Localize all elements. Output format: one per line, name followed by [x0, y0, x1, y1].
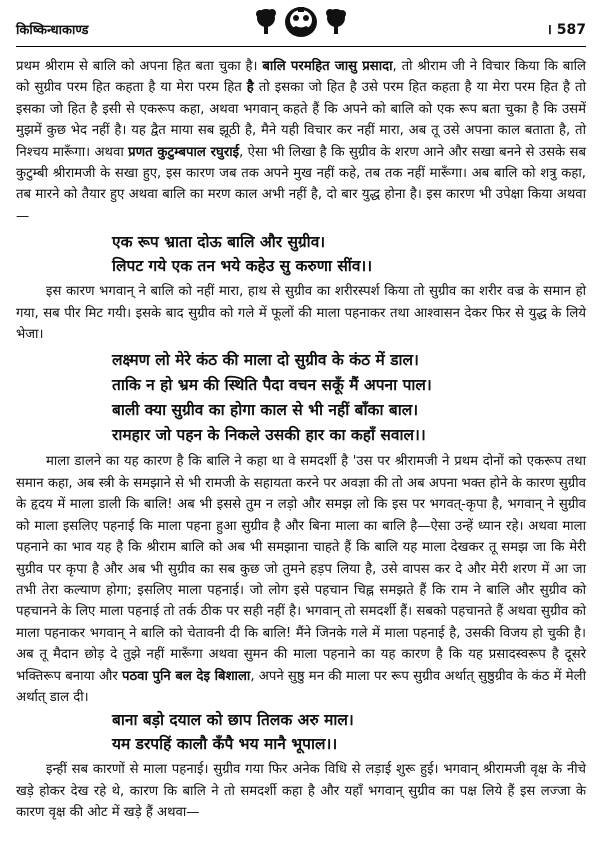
- text-run: तो इसका जो हित है उसे परम हित कहता है या मेरा परम हित है तो इसका जो हित है इसी से एकरूप कहा, अथवा भगवान् कहते हैं कि अपने को बालि को एक रूप बता चुका है कि उसमें मुझमें कुछ भेद नहीं है। यह द्वैत माया सब झूठी है, मैने यही विचार कर नहीं मारा, अब तू उसे अपना काल बताता है, तो निश्चय मारूँगा। अथवा: [16, 80, 586, 160]
- quoted-verse-bold: बालि परमहित जासु प्रसादा: [262, 59, 393, 74]
- paragraph-3: [16, 451, 586, 708]
- text-run: , तो श्रीराम जी ने विचार किया कि बालि को सुग्रीव परम हित कहता है या मेरा परम हित: [16, 59, 586, 96]
- emphasis-bold: है: [246, 80, 254, 96]
- page-header: [16, 0, 586, 46]
- verse-2-line-2: ताकि न हो भ्रम की स्थिति पैदा वचन सकूँ मैं अपना पाल।: [112, 376, 432, 395]
- quoted-verse-bold: पठवा पुनि बल देइ बिशाला: [121, 668, 251, 684]
- page-body: [16, 56, 586, 824]
- text-run: , ऐसा भी लिखा है कि सुग्रीव के शरण आने और सखा बनने से उसके सब कुटुम्बी श्रीरामजी के सखा हुए, इस कारण जब तक अपने मुख नहीं कहे, तब तक नहीं मारूँगा। अब बालि को शत्रु कहा, तब मारने को तैयार हुए अथवा बालि का मरण काल अभी नहीं है, दो बार युद्ध होना है। इस कारण भी उपेक्षा किया अथवा—: [16, 144, 586, 224]
- verse-1-line-2: लिपट गये एक तन भये कहेउ सु करुणा सींव।।: [112, 257, 373, 276]
- chapter-title: किष्किन्धाकाण्ड: [16, 23, 89, 38]
- verse-3-line-1: बाना बड़ो दयाल को छाप तिलक अरु माल।: [112, 711, 354, 730]
- header-ornament-icon: [246, 2, 356, 42]
- header-rule: [16, 46, 586, 47]
- text-run: माला डालने का यह कारण है कि बालि ने कहा था वे समदर्शी है 'उस पर श्रीरामजी ने प्रथम दोनों को एकरूप तथा समान कहा, अब स्त्री के समझाने से भी रामजी के सहायता करने पर अवज्ञा की तो अब अपना भक्त होने के कारण सुग्रीव के हृदय में माला डाली कि बालि! अब भी इससे तुम न लड़ो और समझ लो कि इस पर भगवत्-कृपा है, भगवान् ने सुग्रीव को माला इसलिए पहनाई कि माला पहना हुआ सुग्रीव है और बिना माला का बालि है—ऐसा उन्हें ध्यान रहे। अथवा माला पहनाने का भाव यह है कि श्रीराम बालि को अब भी समझाना चाहते हैं कि बालि यह माला देखकर तू समझ जा कि मेरी सुग्रीव पर कृपा है और अब भी सुग्रीव का सब कुछ जो तुमने हड़प लिया है, उसे वापस कर दे और मेरी शरण में आ जा तभी तेरा कल्याण होगा; इसलिए माला पहनाई। जो लोग इसे पहचान चिह्न समझते हैं कि राम ने बालि और सुग्रीव को पहचानने के लिए माला पहनाई तो तर्क ठीक पर सही नहीं है। भगवान् तो समदर्शी हैं। सबको पहचानते हैं अथवा सुग्रीव को माला पहनाकर भगवान् ने बालि को चेतावनी दी कि बालि! मैंने जिनके गले में माला पहनाई है, उसकी विजय हो चुकी है। अब तू मैदान छोड़ दे तुझे नहीं मारूँगा अथवा सुमन की माला पहनाने का यह कारण है कि यह प्रसादस्वरूप है दूसरे भक्तिरूप बनाया और: [16, 454, 586, 684]
- paragraph-4: इन्हीं सब कारणों से माला पहनाई। सुग्रीव गया फिर अनेक विधि से लड़ाई शुरू हुई। भगवान् श्रीरामजी वृक्ष के नीचे खड़े होकर देख रहे थे, कारण कि बालि ने तो समदर्शी कहा है और यहाँ भगवान् सुग्रीव का पक्ष लिये हैं इस लज्जा के कारण वृक्ष की ओट में खड़े हैं अथवा—: [16, 762, 586, 821]
- text-run: प्रथम श्रीराम से बालि को अपना हित बता चुका है।: [16, 59, 263, 74]
- verse-1-line-1: एक रूप भ्राता दोऊ बालि और सुग्रीव।: [112, 233, 326, 252]
- verse-2-line-1: लक्ष्मण लो मेरे कंठ की माला दो सुग्रीव के कंठ में डाल।: [112, 351, 419, 370]
- page-number: । 587: [546, 22, 586, 38]
- paragraph-1: [16, 56, 586, 227]
- verse-2-line-4: रामहार जो पहन के निकले उसकी हार का कहाँ सवाल।।: [112, 426, 426, 445]
- text-run: , अपने सुष्ठु मन की माला पर रूप सुग्रीव अर्थात् सुष्ठुग्रीव के कंठ में मेली अर्थात् डाल दी।: [16, 668, 586, 705]
- verse-2-line-3: बाली क्या सुग्रीव का होगा काल से भी नहीं बाँका बाल।: [112, 401, 419, 420]
- verse-3-line-2: यम डरपहिं कालौ कँपै भय मानै भूपाल।।: [112, 735, 338, 754]
- paragraph-2: इस कारण भगवान् ने बालि को नहीं मारा, हाथ से सुग्रीव का शरीरस्पर्श किया तो सुग्रीव का शरीर वज्र के समान हो गया, सब पीर मिट गयी। इसके बाद सुग्रीव को गले में फूलों की माला पहनाकर तथा आश्वासन देकर फिर से युद्ध के लिये भेजा।: [16, 284, 586, 343]
- quoted-verse-bold: प्रणत कुटुम्बपाल रघुराई: [128, 144, 240, 160]
